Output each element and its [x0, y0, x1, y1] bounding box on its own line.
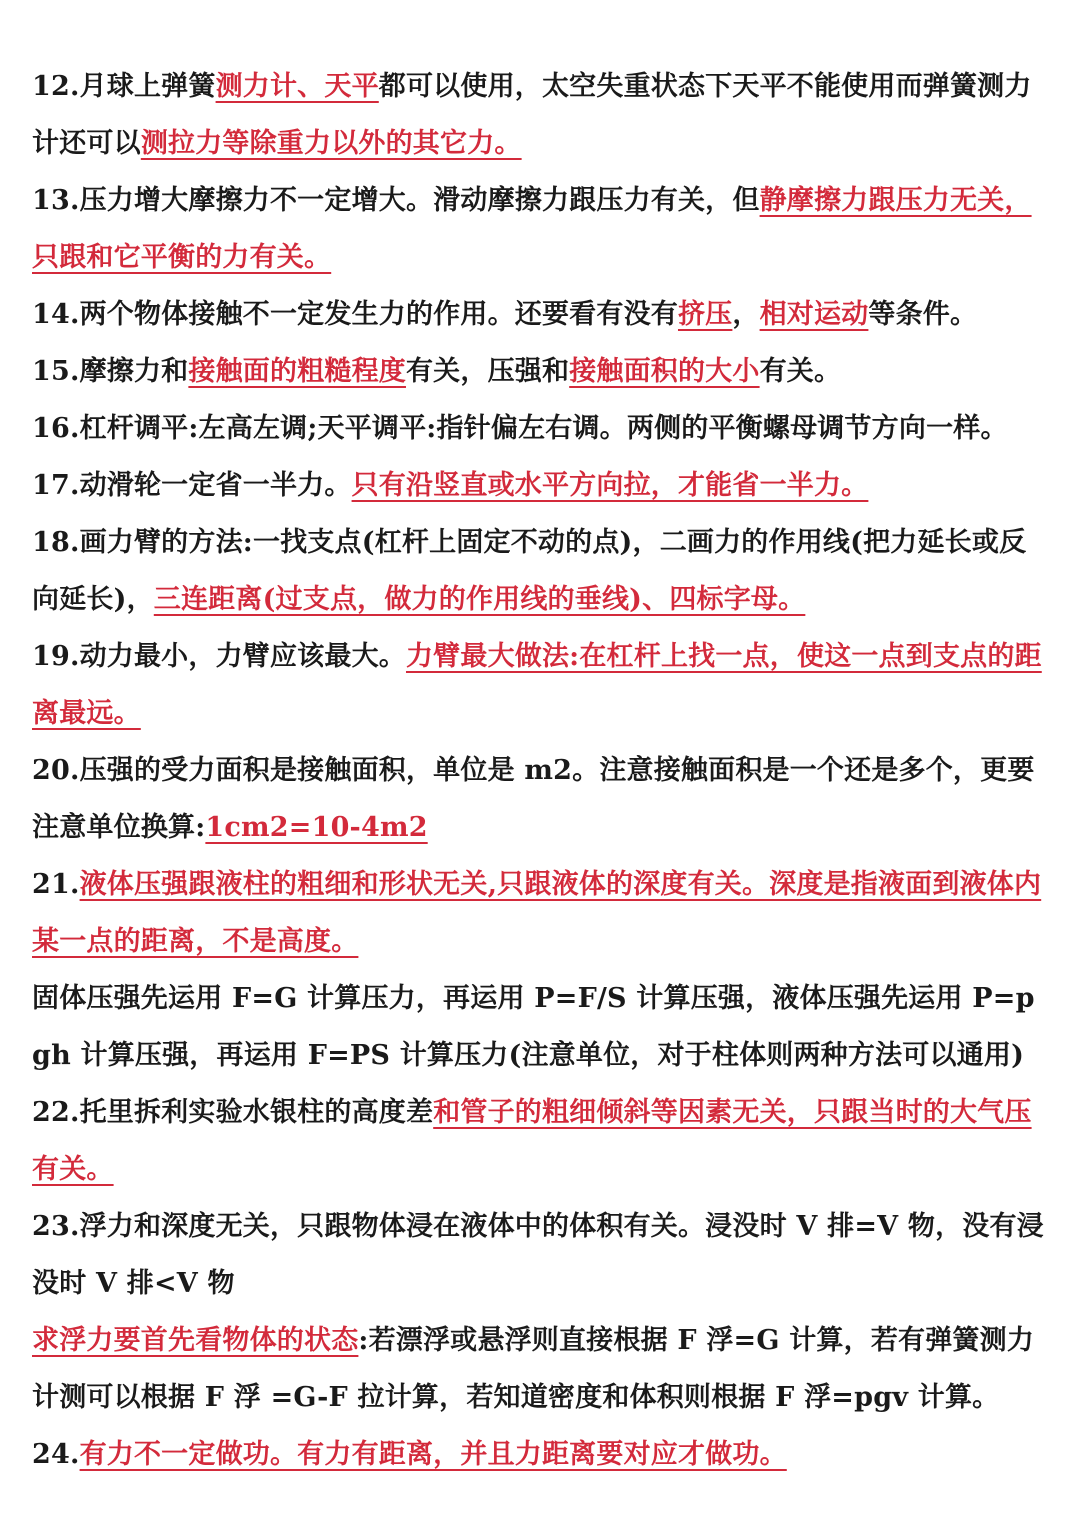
highlighted-text: 只有沿竖直或水平方向拉，才能省一半力。 — [351, 470, 869, 501]
body-text: 23.浮力和深度无关，只跟物体浸在液体中的体积有关。浸没时 V 排=V 物，没有浸没时 V 排<V 物 — [32, 1211, 1044, 1299]
highlighted-text: 有力不一定做功。有力有距离，并且力距离要对应才做功。 — [79, 1439, 787, 1470]
highlighted-text: 求浮力要首先看物体的状态 — [32, 1325, 359, 1356]
note-paragraph — [32, 1198, 1050, 1312]
note-paragraph — [32, 1084, 1050, 1198]
body-text: 都可以使用，太空失重状态下天平不能使用而弹簧测力计还可以 — [32, 71, 1032, 159]
notes-content — [32, 58, 1050, 1483]
body-text: 有关。 — [759, 356, 842, 387]
note-paragraph — [32, 172, 1050, 286]
note-paragraph — [32, 628, 1050, 742]
highlighted-text: 1cm2=10-4m2 — [205, 812, 428, 843]
note-paragraph — [32, 970, 1050, 1084]
body-text: 19.动力最小，力臂应该最大。 — [32, 641, 406, 672]
note-paragraph — [32, 856, 1050, 970]
body-text: 13.压力增大摩擦力不一定增大。滑动摩擦力跟压力有关，但 — [32, 185, 760, 216]
body-text: 固体压强先运用 F=G 计算压力，再运用 P=F/S 计算压强，液体压强先运用 P=pgh 计算压强，再运用 F=PS 计算压力(注意单位，对于柱体则两种方法可以通用) — [32, 983, 1035, 1071]
body-text: 21. — [32, 869, 80, 900]
note-paragraph — [32, 400, 1050, 457]
highlighted-text: 相对运动 — [759, 299, 869, 330]
note-paragraph — [32, 742, 1050, 856]
note-paragraph — [32, 58, 1050, 172]
highlighted-text: 接触面积的大小 — [569, 356, 760, 387]
note-paragraph — [32, 343, 1050, 400]
note-paragraph — [32, 286, 1050, 343]
highlighted-text: 和管子的粗细倾斜等因素无关，只跟当时的大气压有关。 — [32, 1097, 1032, 1185]
note-paragraph — [32, 514, 1050, 628]
highlighted-text: 静摩擦力跟压力无关，只跟和它平衡的力有关。 — [32, 185, 1032, 273]
highlighted-text: 测力计、天平 — [215, 71, 379, 102]
body-text: 22.托里拆利实验水银柱的高度差 — [32, 1097, 434, 1128]
body-text: 20.压强的受力面积是接触面积，单位是 m2。注意接触面积是一个还是多个，更要注意单位换算: — [32, 755, 1035, 843]
body-text: 有关，压强和 — [405, 356, 570, 387]
note-paragraph — [32, 1312, 1050, 1426]
body-text: 14.两个物体接触不一定发生力的作用。还要看有没有 — [32, 299, 678, 330]
body-text: ， — [732, 299, 760, 330]
body-text: :若漂浮或悬浮则直接根据 F 浮=G 计算，若有弹簧测力计测可以根据 F 浮 =G-F 拉计算，若知道密度和体积则根据 F 浮=pgv 计算。 — [32, 1325, 1035, 1413]
body-text: 17.动滑轮一定省一半力。 — [32, 470, 352, 501]
highlighted-text: 三连距离(过支点，做力的作用线的垂线)、四标字母。 — [153, 584, 806, 615]
highlighted-text: 测拉力等除重力以外的其它力。 — [140, 128, 522, 159]
body-text: 15.摩擦力和 — [32, 356, 189, 387]
body-text: 24. — [32, 1439, 80, 1470]
highlighted-text: 接触面的粗糙程度 — [188, 356, 406, 387]
highlighted-text: 挤压 — [677, 299, 733, 330]
body-text: 等条件。 — [868, 299, 978, 330]
note-paragraph — [32, 457, 1050, 514]
body-text: 16.杠杆调平:左高左调;天平调平:指针偏左右调。两侧的平衡螺母调节方向一样。 — [32, 413, 1008, 444]
highlighted-text: 液体压强跟液柱的粗细和形状无关,只跟液体的深度有关。深度是指液面到液体内某一点的距离，不是高度。 — [32, 869, 1042, 957]
body-text: 12.月球上弹簧 — [32, 71, 216, 102]
highlighted-text: 力臂最大做法:在杠杆上找一点，使这一点到支点的距离最远。 — [32, 641, 1042, 729]
body-text: 18.画力臂的方法:一找支点(杠杆上固定不动的点)，二画力的作用线(把力延长或反向延长)， — [32, 527, 1027, 615]
note-paragraph — [32, 1426, 1050, 1483]
